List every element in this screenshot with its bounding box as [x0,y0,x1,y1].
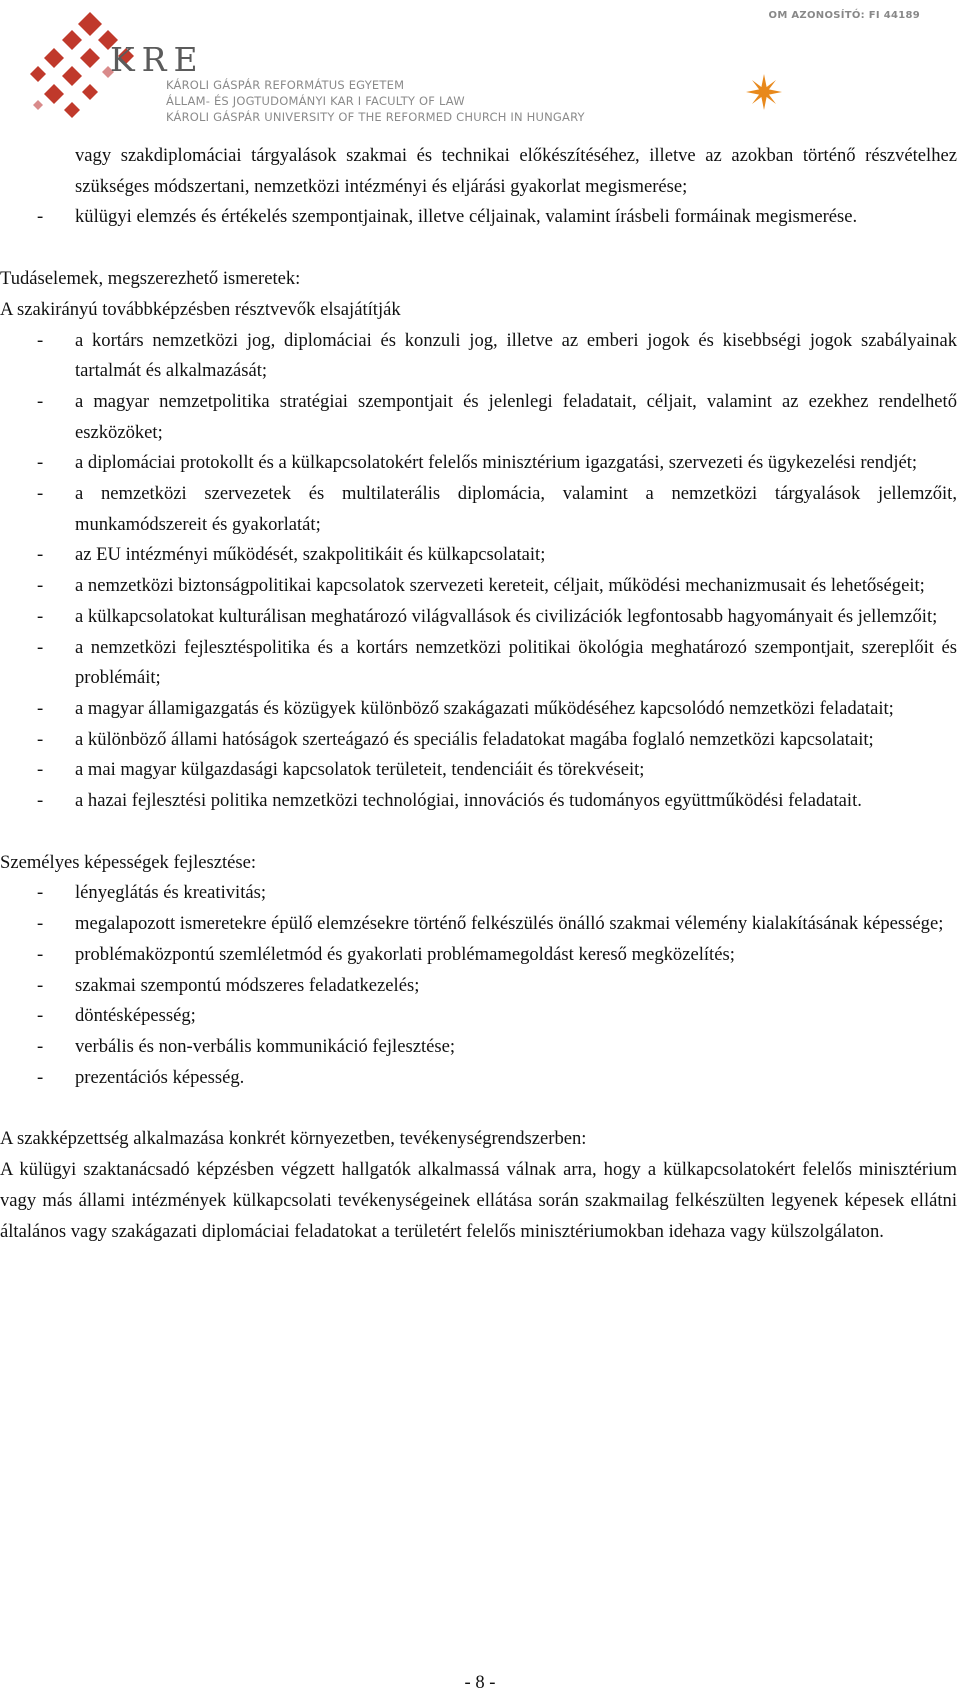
list-item: - a mai magyar külgazdasági kapcsolatok területeit, tendenciáit és törekvéseit; [37,759,645,781]
knowledge-heading: Tudáselemek, megszerezhető ismeretek: [0,268,301,290]
university-name-en: KÁROLI GÁSPÁR UNIVERSITY OF THE REFORMED CHURCH IN HUNGARY [166,110,585,124]
list-item: - a különböző állami hatóságok szerteágazó és speciális feladatokat magába foglaló nemzetközi kapcsolatait; [37,728,874,750]
list-item: - a magyar államigazgatás és közügyek különböző szakágazati működéséhez kapcsolódó nemzetközi feladatait; [37,697,894,719]
knowledge-lead: A szakirányú továbbképzésben résztvevők elsajátítják [0,298,401,320]
star-burst-icon [744,72,784,112]
list-item: - a nemzetközi fejlesztéspolitika és a kortárs nemzetközi politikai ökológia meghatározó szempontjait, szereplőit és problémáit; [37,636,957,689]
list-dash: - [37,206,44,228]
list-item: - a nemzetközi szervezetek és multilaterális diplomácia, valamint a nemzetközi tárgyalások jellemzőit, munkamódszereit és gyakorlatát; [37,483,957,535]
list-item: - a hazai fejlesztési politika nemzetközi technológiai, innovációs és tudományos együttműködési feladatait. [37,790,862,812]
list-item-text: a külkapcsolatokat kulturálisan meghatározó világvallások és civilizációk legfontosabb hagyományait és jellemzőit; [75,605,938,627]
list-item-text: a magyar nemzetpolitika stratégiai szempontjait és jelenlegi feladatait, céljait, valamint az ezekhez rendelhető eszközöket; [75,390,957,443]
list-item-text: az EU intézményi működését, szakpolitikáit és külkapcsolatait; [75,544,546,566]
list-item: - verbális és non-verbális kommunikáció fejlesztése; [37,1035,456,1057]
page-number: - 8 - [464,1672,496,1693]
list-item-text: problémaközpontú szemléletmód és gyakorlati problémamegoldást kereső megközelítés; [75,943,735,965]
skills-heading: Személyes képességek fejlesztése: [0,851,257,873]
list-item: - a magyar nemzetpolitika stratégiai szempontjait és jelenlegi feladatait, céljait, valamint az ezekhez rendelhető eszközöket; [37,390,957,443]
list-item-text: lényeglátás és kreativitás; [75,882,267,904]
intro-continued-text: vagy szakdiplomáciai tárgyalások szakmai és technikai előkészítéséhez, illetve az azokban történő részvételhez szükséges módszertani, nemzetközi intézményi és eljárási gyakorlat megismerése; [75,145,957,197]
faculty-name: ÁLLAM- ÉS JOGTUDOMÁNYI KAR I FACULTY OF LAW [166,94,465,108]
document-body [0,141,957,1247]
list-item: - lényeglátás és kreativitás; [37,882,267,904]
list-item-text: a hazai fejlesztési politika nemzetközi technológiai, innovációs és tudományos együttműködési feladatait. [75,790,862,812]
list-item: - a kortárs nemzetközi jog, diplomáciai és konzuli jog, illetve az emberi jogok és kisebbségi jogok szabályainak tartalmát és alkalmazását; [37,329,957,382]
list-item-text: külügyi elemzés és értékelés szempontjainak, illetve céljainak, valamint írásbeli formáinak megismerése. [75,206,858,228]
list-item-text: a kortárs nemzetközi jog, diplomáciai és konzuli jog, illetve az emberi jogok és kisebbségi jogok szabályainak tartalmát és alkalmazását; [75,329,957,382]
list-item: - problémaközpontú szemléletmód és gyakorlati problémamegoldást kereső megközelítés; [37,943,735,965]
list-item: - a nemzetközi biztonságpolitikai kapcsolatok szervezeti kereteit, céljait, működési mechanizmusait és lehetőségeit; [37,575,925,597]
list-item-text: döntésképesség; [75,1005,196,1027]
list-item: - prezentációs képesség. [37,1066,245,1088]
knowledge-list [0,326,957,817]
list-item: - megalapozott ismeretekre épülő elemzésekre történő felkészülés önálló szakmai vélemény kialakításának képessége; [37,913,944,935]
application-text: A külügyi szaktanácsadó képzésben végzett hallgatók alkalmassá válnak arra, hogy a külkapcsolatokért felelős minisztérium vagy más állami intézmények külkapcsolati tevékenységeinek ellátása során szakmailag felkészülten legyenek képesek ellátni általános vagy szakágazati diplomáciai feladatokat a területért felelős minisztériumokban idehaza vagy külszolgálaton. [0,1159,957,1242]
list-item-text: a nemzetközi biztonságpolitikai kapcsolatok szervezeti kereteit, céljait, működési mechanizmusait és lehetőségeit; [75,575,925,597]
page-header [0,0,960,130]
list-item-text: a nemzetközi fejlesztéspolitika és a kortárs nemzetközi politikai ökológia meghatározó szempontjait, szereplőit és problémáit; [75,636,957,689]
list-item-text: a magyar államigazgatás és közügyek különböző szakágazati működéséhez kapcsolódó nemzetközi feladatait; [75,697,894,719]
list-item: - a külkapcsolatokat kulturálisan meghatározó világvallások és civilizációk legfontosabb hagyományait és jellemzőit; [37,605,938,627]
skills-list [0,878,957,1093]
university-name-hu: KÁROLI GÁSPÁR REFORMÁTUS EGYETEM [166,78,405,92]
list-item-text: szakmai szempontú módszeres feladatkezelés; [75,974,420,996]
list-item-text: a különböző állami hatóságok szerteágazó és speciális feladatokat magába foglaló nemzetközi kapcsolatait; [75,728,874,750]
application-heading: A szakképzettség alkalmazása konkrét környezetben, tevékenységrendszerben: [0,1128,587,1150]
logo-kre-letters: KRE [110,40,205,79]
list-item-text: a diplomáciai protokollt és a külkapcsolatokért felelős minisztérium igazgatási, szervezeti és ügykezelési rendjét; [75,452,918,474]
list-item-text: a mai magyar külgazdasági kapcsolatok területeit, tendenciáit és törekvéseit; [75,759,645,781]
list-item [0,202,957,233]
list-item-text: prezentációs képesség. [75,1066,245,1088]
list-item-text: a nemzetközi szervezetek és multilaterális diplomácia, valamint a nemzetközi tárgyalások jellemzőit, munkamódszereit és gyakorlatát; [75,483,957,535]
list-item: - a diplomáciai protokollt és a külkapcsolatokért felelős minisztérium igazgatási, szervezeti és ügykezelési rendjét; [37,452,918,474]
om-identifier: OM AZONOSÍTÓ: FI 44189 [768,10,920,21]
list-item-text: verbális és non-verbális kommunikáció fejlesztése; [75,1035,456,1057]
university-name-block [166,77,585,125]
list-item: - az EU intézményi működését, szakpolitikáit és külkapcsolatait; [37,544,546,566]
list-item: - szakmai szempontú módszeres feladatkezelés; [37,974,420,996]
list-item: - döntésképesség; [37,1005,196,1027]
list-item-text: megalapozott ismeretekre épülő elemzésekre történő felkészülés önálló szakmai vélemény kialakításának képessége; [75,913,944,935]
